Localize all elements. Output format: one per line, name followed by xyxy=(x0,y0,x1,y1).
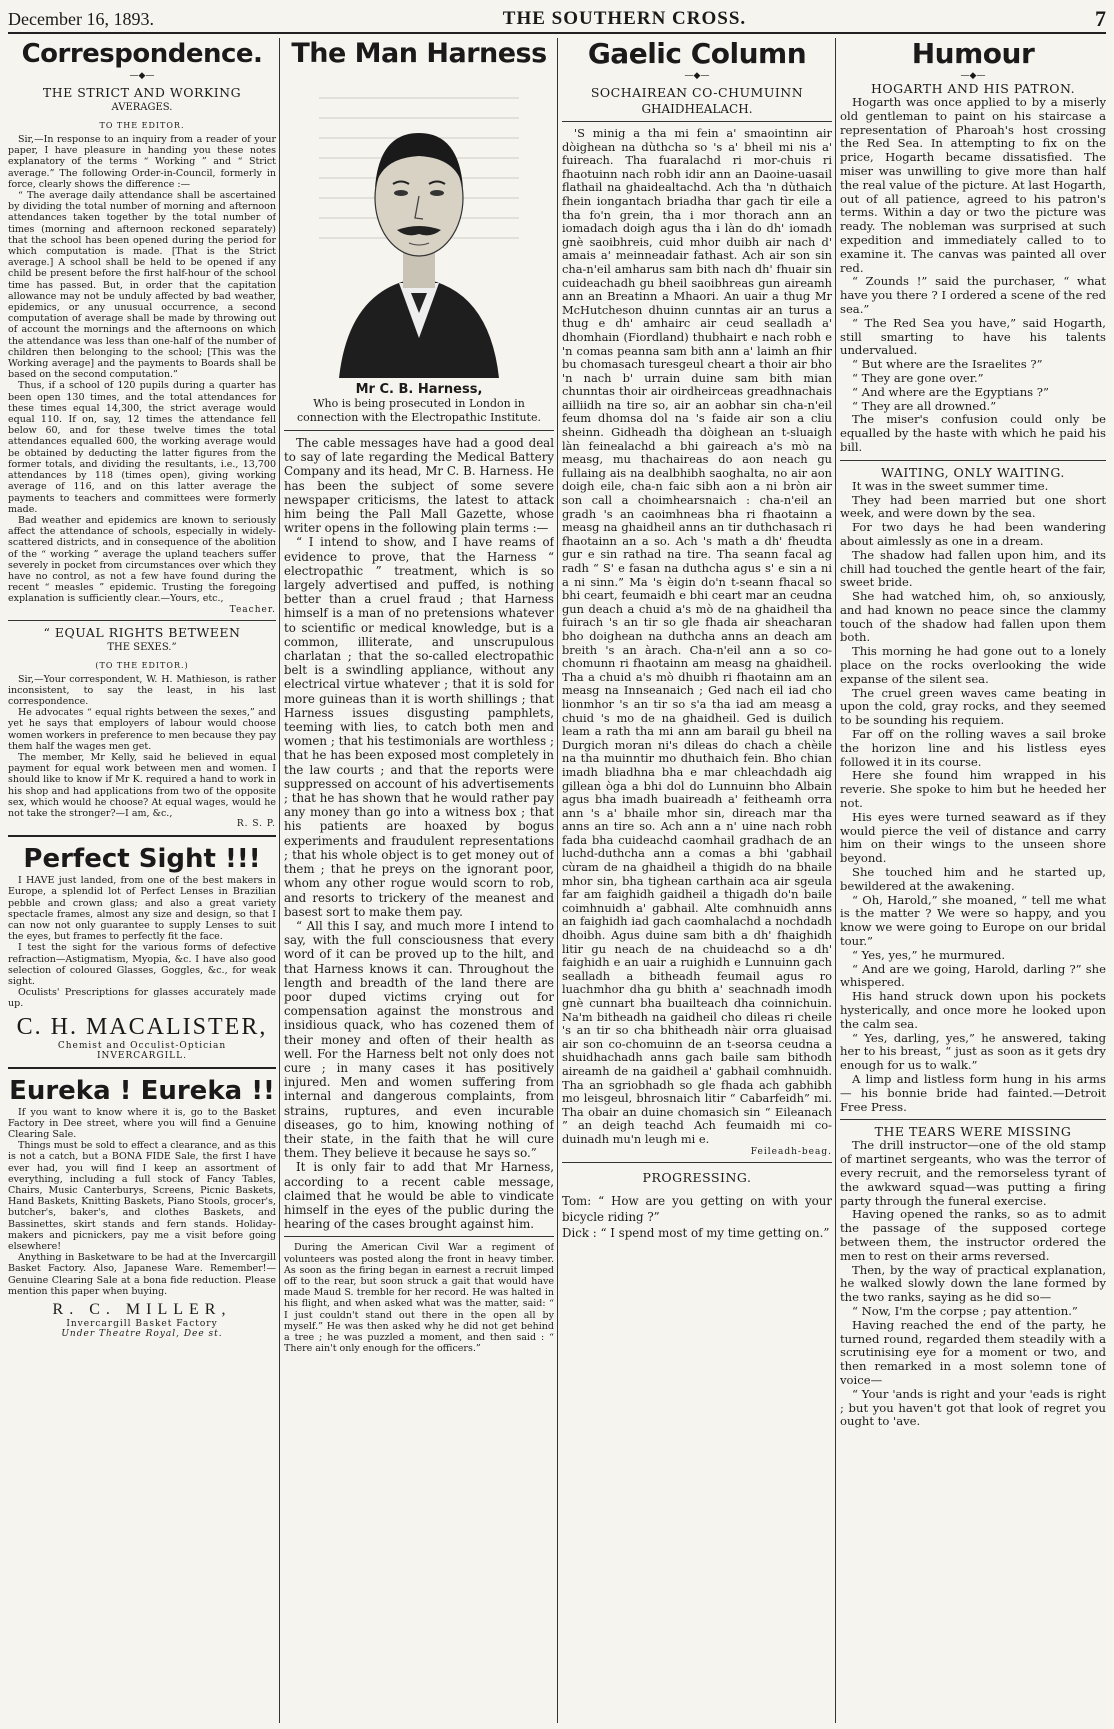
column-gaelic xyxy=(562,38,832,1723)
ad-firm-role: Chemist and Occulist-Optician xyxy=(57,1040,227,1051)
divider xyxy=(562,121,832,122)
article-heading: “ EQUAL RIGHTS BETWEEN xyxy=(43,624,241,640)
dialogue-line: Dick : “ I spend most of my time getting on.” xyxy=(562,1225,830,1240)
paragraph: The cruel green waves came beating in upon the cold, gray rocks, and they seemed to be sounding his requiem. xyxy=(840,685,1106,728)
paragraph: Thus, if a school of 120 pupils during a quarter has been open 130 times, and the total attendances for these times equal 14,300, the strict average would equal 110. If on, say, 12 times the attendance fell below 60, and for these twelve times the total attendances equalled 600, the working average would be obtained by deducting the latter figures from the former totals, and dividing the resultants, i.e., 13,700 attendances by 118 (times open), giving working average of 116, and on this latter average the payments to teachers and committees were formerly made. xyxy=(8,380,276,515)
paragraph: The miser's confusion could only be equalled by the haste with which he paid his bill. xyxy=(840,412,1106,454)
divider xyxy=(284,1236,554,1237)
article-heading: HOGARTH AND HIS PATRON. xyxy=(870,81,1076,96)
column-humour xyxy=(840,38,1106,1723)
portrait-caption xyxy=(284,382,554,425)
letter-body xyxy=(8,674,276,820)
paragraph: “ The average daily attendance shall be ascertained by dividing the total number of morning and afternoon attendances taken together by the total number of times (morning and afternoon reckoned separately) that the school has been opened during the period for which computation is made. [That is the Strict average.] A school shall be held to be opened if any child be present before the first half-hour of the school time has passed. But, in order that the capitation allowance may not be unduly affected by bad weather, epidemics, or any unusual occurrence, a second computation of average shall be made by throwing out of account the mornings and the afternoons on which the attendance was less than one-half of the number of children then belonging to the school; [This was the Working average] and the payments to Boards shall be based on the second computation.” xyxy=(8,190,276,381)
dialogue-line: Tom: “ How are you getting on with your bicycle riding ?” xyxy=(562,1193,832,1224)
paragraph: “ But where are the Israelites ?” xyxy=(852,357,1043,372)
to-the-editor: TO THE EDITOR. xyxy=(99,121,185,130)
masthead xyxy=(8,6,1106,34)
paragraph: This morning he had gone out to a lonely place on the rocks overlooking the wide expanse of the silent sea. xyxy=(840,644,1106,686)
ad-firm-role: Invercargill Basket Factory xyxy=(66,1319,218,1330)
ad-firm-name: R. C. MILLER, xyxy=(52,1301,232,1319)
ad-body xyxy=(8,875,276,1009)
article-body xyxy=(840,1139,1106,1429)
paragraph: Far off on the rolling waves a sail broke the horizon line and his listless eyes followed it in its course. xyxy=(840,727,1106,769)
section-title: The Man Harness xyxy=(291,38,547,69)
paragraph: “ And where are the Egyptians ?” xyxy=(852,384,1049,399)
paragraph: They had been married but one short week, and were down by the sea. xyxy=(840,492,1106,521)
ad-firm-address: Under Theatre Royal, Dee st. xyxy=(61,1329,223,1340)
ad-title: Perfect Sight !!! xyxy=(23,844,261,875)
ad-title: Eureka ! Eureka !! xyxy=(9,1075,275,1106)
paragraph: “ They are gone over.” xyxy=(852,370,984,385)
paragraph: Having reached the end of the party, he turned round, regarded them steadily with a scrutinising eye for a moment or two, and then remarked in a most solemn tone of voice— xyxy=(840,1317,1106,1387)
ad-body xyxy=(8,1107,276,1297)
paragraph: He advocates “ equal rights between the sexes,” and yet he says that employers of labour would choose women workers in preference to men because they pay them half the wages men get. xyxy=(8,707,276,752)
divider xyxy=(284,430,554,431)
page-number: 7 xyxy=(1094,6,1106,31)
article-body xyxy=(562,127,832,1147)
section-title: Humour xyxy=(911,38,1035,70)
article-subheading: THE SEXES.” xyxy=(107,641,177,653)
paragraph: If you want to know where it is, go to the Basket Factory in Dee street, where you will find a Genuine Clearing Sale. xyxy=(8,1106,276,1141)
column-rule xyxy=(557,38,558,1723)
paragraph: Things must be sold to effect a clearance, and as this is not a catch, but a BONA FIDE Sale, the first I have ever had, you will find I keep an assortment of everything, including a full stock of Fancy Tables, Chairs, Music Canterburys, Screens, Picnic Baskets, Hand Baskets, Knitting Baskets, Piano Stools, grocer's, butcher's, baker's, and clothes Baskets, and Bassinettes, skirt stands and fern stands. Holiday-makers and picnickers, pay me a visit before going elsewhere! xyxy=(8,1140,276,1253)
paragraph: Sir,—Your correspondent, W. H. Mathieson, is rather inconsistent, to say the least, in his last correspondence. xyxy=(8,673,276,707)
divider xyxy=(8,620,276,621)
paragraph: Here she found him wrapped in his reverie. She spoke to him but he heeded her not. xyxy=(840,768,1106,811)
paragraph: “ The Red Sea you have,” said Hogarth, still smarting to have his talents undervalued. xyxy=(840,315,1106,358)
column-rule xyxy=(835,38,836,1723)
divider xyxy=(840,460,1106,461)
paragraph: “ I intend to show, and I have reams of evidence to prove, that the Harness “ electropathic ” treatment, which is so largely advertised and puffed, is nothing better than a cruel fraud ; that Harness himself is a man of no pretensions whatever to scientific or medical knowledge, but is a common, illiterate, and unscrupulous charlatan ; that the so-called electropathic belt is a swindling appliance, without any electrical virtue whatever ; that it is sold for more guineas than it is worth shillings ; that Harness issues disgusting pamphlets, teeming with lies, to catch both men and women ; that his testimonials are worthless ; that he has been exposed most completely in the law courts ; and that the reports were suppressed on account of his advertisements ; that he has shown that he would rather pay any money than go into a witness box ; that his patients are hoaxed by bogus experiments and fraudulent representations ; that his whole object is to get money out of them ; that he preys on the ignorant poor, whom any other rogue would scorn to rob, and resorts to trickery of the meanest and basest sort to make them pay. xyxy=(284,535,554,919)
portrait-engraving xyxy=(319,78,519,378)
caption-description: Who is being prosecuted in London in connection with the Electropathic Institute. xyxy=(297,397,541,424)
paragraph: “ And are we going, Harold, darling ?” she whispered. xyxy=(840,961,1106,990)
paragraph: Then, by the way of practical explanation, he walked slowly down the lane formed by the two ranks, saying as he did so— xyxy=(840,1262,1106,1305)
paragraph: Hogarth was once applied to by a miserly old gentleman to paint on his staircase a representation of Pharoah's host crossing the Red Sea. In attempting to fix on the price, Hogarth became dissatisfied. The miser was unwilling to give more than half the real value of the picture. At last Hogarth, out of all patience, agreed to his patron's terms. Within a day or two the picture was ready. The nobleman was surprised at such expedition and immediately called to to examine it. The canvas was painted all over red. xyxy=(840,95,1106,275)
paragraph: For two days he had been wandering about aimlessly as one in a dream. xyxy=(840,520,1106,548)
dialogue xyxy=(562,1193,832,1241)
paragraph: Bad weather and epidemics are known to seriously affect the attendance of schools, especially in widely-scattered districts, and in consequence of the abolition of the “ working ” average the upland teachers suffer severely in pocket from circumstances over which they have no control, as not a few have found during the recent “ measles ” epidemic. Trusting the foregoing explanation is sufficiently clear.—Yours, etc., xyxy=(8,514,276,605)
paragraph: During the American Civil War a regiment of volunteers was posted along the front in heavy timber. As soon as the firing began in earnest a recruit limped off to the rear, but soon struck a gait that would have made Maud S. tremble for her record. He was halted in his flight, and when asked what was the matter, said: “ I just couldn't stand out there in the open all by myself.” He was then asked why he did not get behind a tree ; he was puzzled a moment, and then said : “ There ain't only enough for the officers.” xyxy=(284,1242,554,1355)
paragraph: His eyes were turned seaward as if they would pierce the veil of distance and carry him on their wings to the unseen shore beyond. xyxy=(840,809,1106,866)
article-subheading: AVERAGES. xyxy=(111,102,173,113)
ad-firm-town: INVERCARGILL. xyxy=(97,1050,187,1061)
paragraph: 'S minig a tha mi fein a' smaointinn air dòighean na dùthcha so 's a' bheil mi nis a' fuireach. Tha fuaralachd ri mor-chuis ri fhaotuinn nach robh idir ann an Daoine-uasail flathail na ghaidealtachd. Ach tha 'n dùthaich fhein iongantach briadha thar gach tìr eile a tha fo'n grein, tha i mor thorach ann an iomadach doigh agus tha i làn do dh' iomadh gnè saoibhreis, cuid mhor duibh air nach d' amais a' meinneadair fathast. Ach air son sin cha-n'eil amharus sam bith nach dh' fhuair sin cuideachadh gu bheil saoibhreas gun aireamh ann an Breatinn a Mhaori. An uair a thug Mr McHutcheson dhuinn cunntas air an turus a thug e dh' amhairc air ceud sealladh a' dhomhain (Fiordland) thubhairt e nach robh e 'n comas peanna sam bith ann a' laimh an fhir bu chomasach turesgeul cheart a thoir air bho 'n nach b' urrain duine sam bith mian chunntas thoir air oirdheirceas greadhnachais ailliidh na tire so, air an aobhar sin cha-n'eil feum dhomsa dol na 's faide air son a cliu sheinn. Gidheadh tha dòighean an t-sluaigh làn feinealachd a bhi gaireach a's mò na measg, mu thachaireas do aon neach gu fullaing ais na dealbhibh saoghalta, no air aon doigh eile, cha-n faic sibh aon a ni bròn air son call a choimhearsnaich : cha-n'eil an gradh 's an caoimhneas bha ri fhaotainn a measg na ghaidheil anns an tir duthchasach ri fhaotainn an a so. Ach 's math a dh' fheudta gur e sin rathad na tire. Tha seann facal ag radh “ S' e fasan na duthcha agus s' e sin a ni a ni sinn.” Ma 's èigin do'n t-seann fhacal so bhi ceart, feumaidh e bhi ceart mar an ceudna gun deach a chuid a's mò de na ghaidheil tha fuirach 's an tir so gle fhada air sheacharan bho doighean na duthcha anns an deach am breith 's an àrach. Cha-n'eil ann a so co-chomunn ri fhaotainn am measg na ghaidheil. Tha a chuid a's mò dhuibh ri fhaotainn am an measg na Innseanaich ; Ged nach eil iad cho lionmhor 's an tir so s'a tha iad am measg a chuid 's mo de na ghaidheil. Ged is duilich leam a rath tha mi ann am barail gu bheil na Durgich moran ni's dileas do chach a chèile na tha muinntir mo dhuthaich fein. Bho chian imadh bliadhna bha e mar chleachdadh aig gillean òga a bhi dol do Lunnuinn bho Albain agus bha imadh buaireadh a' feitheamh orra ann 's a' bhaile mhor sin, direach mar tha anns an tire so. Ach ann a n' uine nach robh fada bha cuideachd caomhail gradhach de an luchd-duthcha ann a comas a bhi 'gabhail cùram de na ghaidheil a thigidh do na bhaile mhor sin, bha tighean carthain aca air sgeula far am faighidh gaidheil a thigadh do'n baile coimhnuidh a' gabhail. Alte comhnuidh anns an faighidh iad gach caomhalachd a nochdadh dhoibh. Agus duine sam bith a dh' fhaighidh litir gu neach de na chuideachd so a dh' faighidh e an uair a ruighidh e Lunnuinn gach sealladh a bitheadh feumail agus ro luachmhor dha gu bhith a' seachnadh imodh gnè cunnart bha buailteach dha coinnichuin. Na'm bitheadh na gaidheil cho dileas ri cheile 's an tir so cha bhitheadh nàir orra gluaisad air son co-chomuinn de an t-seorsa ceudna a shuidhachadh anns gach baile sam bithodh aireamh de na gaidheil a' gabhail comhnuidh. Tha an sgriobhadh so gle fhada ach gabhibh mo leisgeul, bhrosnaich litir “ Cabarfeidh” mi. Tha obair an duine chomasich sin “ Eileanach ” an deigh teachd Ach feumaidh mi co-duinadh mu'n leugh mi e. xyxy=(562,126,832,1146)
paragraph: I HAVE just landed, from one of the best makers in Europe, a splendid lot of Perfect Lenses in Brazilian pebble and crown glass; and also a great variety spectacle frames, almost any size and design, so that I can now not only guarantee to supply Lenses to suit the eyes, but frames to perfectly fit the face. xyxy=(8,875,276,943)
paragraph: The drill instructor—one of the old stamp of martinet sergeants, who was the terror of every recruit, and the remorseless tyrant of the awkward squad—was putting a firing party through the funeral exercise. xyxy=(840,1138,1106,1208)
column-rule xyxy=(279,38,280,1723)
anecdote-body xyxy=(284,1242,554,1354)
article-body xyxy=(840,480,1106,1115)
to-the-editor: (TO THE EDITOR.) xyxy=(95,660,189,670)
paragraph: “ Yes, darling, yes,” he answered, taking her to his breast, “ just as soon as it gets dry enough for us to walk.” xyxy=(840,1030,1106,1073)
paragraph: “ Zounds !” said the purchaser, “ what have you there ? I ordered a scene of the red sea.” xyxy=(840,274,1106,316)
article-heading: THE TEARS WERE MISSING xyxy=(874,1124,1072,1140)
divider xyxy=(840,1119,1106,1120)
column-correspondence xyxy=(8,38,276,1723)
paragraph: “ They are all drowned.” xyxy=(852,398,997,413)
paragraph: The cable messages have had a good deal to say of late regarding the Medical Battery Company and its head, Mr C. B. Harness. He has been the subject of some severe newspaper criticisms, the latest to attack him being the Pall Mall Gazette, whose writer opens in the following plain terms :— xyxy=(284,436,554,536)
article-heading: PROGRESSING. xyxy=(642,1169,752,1185)
issue-date: December 16, 1893. xyxy=(8,8,154,29)
article-heading: WAITING, ONLY WAITING. xyxy=(881,464,1065,480)
divider xyxy=(8,835,276,837)
article-subheading: GHAIDHEALACH. xyxy=(641,102,753,116)
signature: Feileadh-beag. xyxy=(750,1146,832,1157)
divider xyxy=(562,1162,832,1163)
paragraph: “ Oh, Harold,” she moaned, “ tell me what is the matter ? We were so happy, and you know we were going to Europe on our bridal tour.” xyxy=(840,892,1106,949)
paragraph: She had watched him, oh, so anxiously, and had known no peace since the clammy touch of the shadow had fallen upon them both. xyxy=(840,589,1106,645)
article-heading: THE STRICT AND WORKING xyxy=(42,85,242,100)
signature: R. S. P. xyxy=(236,819,276,830)
ornament: —◆— xyxy=(960,71,986,81)
ornament: —◆— xyxy=(129,71,155,81)
article-body xyxy=(840,96,1106,455)
paper-name: THE SOUTHERN CROSS. xyxy=(502,8,747,29)
letter-body xyxy=(8,134,276,605)
paragraph: “ All this I say, and much more I intend to say, with the full consciousness that every word of it can be proved up to the hilt, and that Harness knows it can. Throughout the length and breadth of the land there are poor duped victims crying out for compensation against the monstrous and insidious quack, who has cozened them of their money and often of their health as well. For the Harness belt not only does not cure ; in many cases it has positively injured. Men and women suffering from internal and dangerous complaints, from strains, ruptures, and even incurable diseases, go to him, knowing nothing of their state, in the faith that he will cure them. They believe it because he says so.” xyxy=(284,918,554,1161)
paragraph: It is only fair to add that Mr Harness, according to a recent cable message, claimed that he would be able to vindicate himself in the eyes of the public during the hearing of the cases brought against him. xyxy=(284,1160,554,1232)
paragraph: She touched him and he started up, bewildered at the awakening. xyxy=(840,865,1106,893)
paragraph: Having opened the ranks, so as to admit the passage of the supposed cortege between them, the instructor ordered the men to rest on their arms reversed. xyxy=(840,1207,1106,1263)
paragraph: “ Now, I'm the corpse ; pay attention.” xyxy=(852,1303,1078,1318)
ad-firm-name: C. H. MACALISTER, xyxy=(16,1013,268,1040)
section-title: Gaelic Column xyxy=(587,38,807,70)
column-man-harness xyxy=(284,38,554,1723)
article-heading: SOCHAIREAN CO-CHUMUINN xyxy=(590,85,804,100)
paragraph: Anything in Basketware to be had at the Invercargill Basket Factory. Also, Japanese Ware. Remember!—Genuine Clearing Sale at a bona fide reduction. Please mention this paper when buying. xyxy=(8,1252,276,1297)
divider xyxy=(8,1067,276,1069)
paragraph: “ Yes, yes,” he murmured. xyxy=(852,947,1006,962)
paragraph: Sir,—In response to an inquiry from a reader of your paper, I have pleasure in handing you these notes explanatory of the terms “ Working ” and “ Strict average.” The following Order-in-Council, formerly in force, clearly shows the difference :— xyxy=(8,134,276,190)
paragraph: It was in the sweet summer time. xyxy=(852,478,1049,493)
signature: Teacher. xyxy=(229,604,276,615)
paragraph: “ Your 'ands is right and your 'eads is right ; but you haven't got that look of regret you ought to 'ave. xyxy=(840,1386,1106,1429)
section-title: Correspondence. xyxy=(21,39,263,69)
paragraph: The shadow had fallen upon him, and its chill had touched the gentle heart of the fair, sweet bride. xyxy=(840,547,1106,590)
paragraph: Oculists' Prescriptions for glasses accurately made up. xyxy=(8,987,276,1010)
caption-name: Mr C. B. Harness, xyxy=(355,382,483,397)
paragraph: His hand struck down upon his pockets hysterically, and once more he looked upon the calm sea. xyxy=(840,989,1106,1031)
paragraph: The member, Mr Kelly, said he believed in equal payment for equal work between men and women. I should like to know if Mr K. required a hand to work in his shop and had applications from two of the opposite sex, which would he choose? At equal wages, would he not take the stronger?—I am, &c., xyxy=(8,751,276,819)
paragraph: I test the sight for the various forms of defective refraction—Astigmatism, Myopia, &c. I have also good selection of coloured Glasses, Goggles, &c., for weak sight. xyxy=(8,942,276,987)
article-body xyxy=(284,436,554,1231)
paragraph: A limp and listless form hung in his arms — his bonnie bride had fainted.—Detroit Free Press. xyxy=(840,1071,1106,1114)
ornament: —◆— xyxy=(684,71,710,81)
